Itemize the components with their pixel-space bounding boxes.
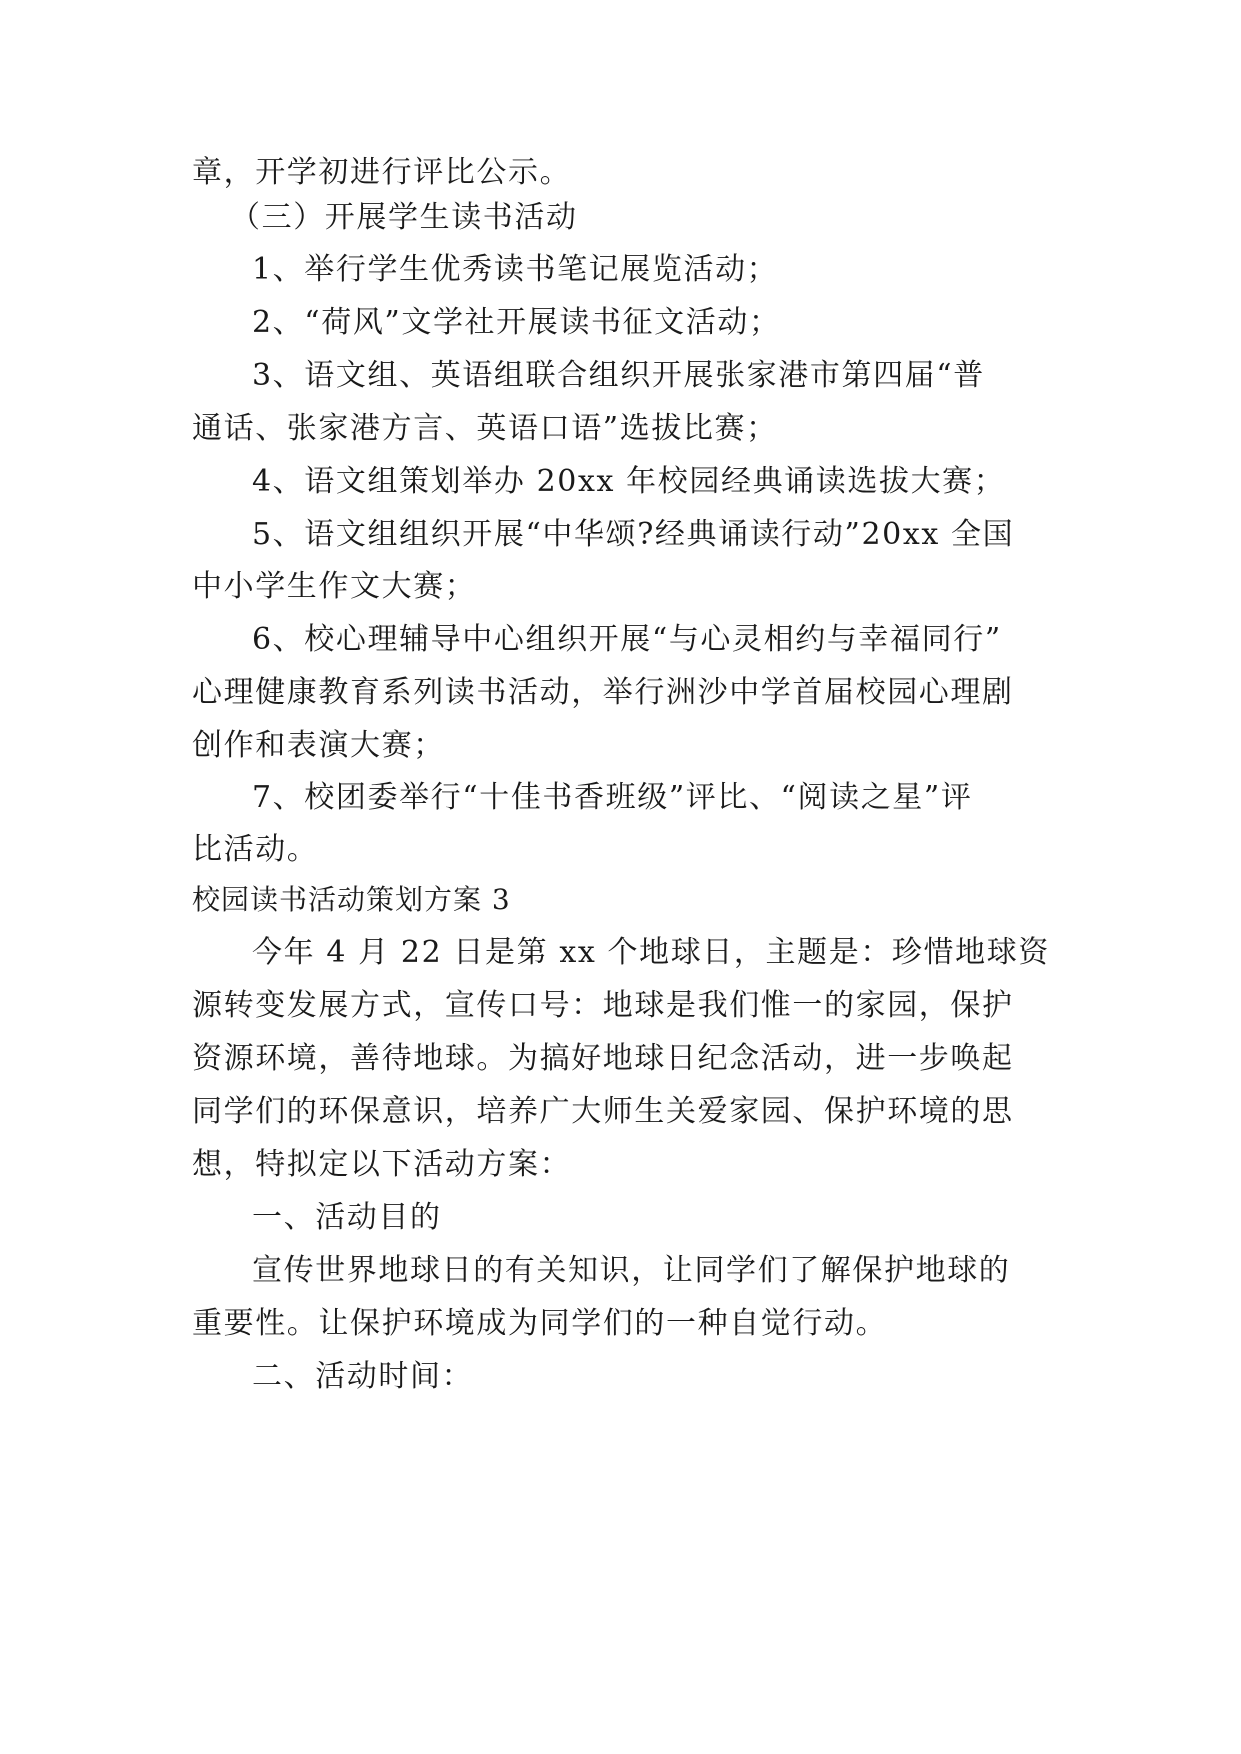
section-heading-3: （三）开展学生读书活动 bbox=[230, 200, 578, 235]
intro-paragraph: 今年 4 月 22 日是第 xx 个地球日，主题是：珍惜地球资 bbox=[252, 935, 1050, 970]
list-item-3-continued: 通话、张家港方言、英语口语”选拔比赛； bbox=[192, 411, 778, 446]
list-item-6: 6、校心理辅导中心组织开展“与心灵相约与幸福同行” bbox=[252, 622, 1002, 657]
list-item-5-continued: 中小学生作文大赛； bbox=[192, 569, 477, 604]
intro-paragraph-line-5: 想，特拟定以下活动方案： bbox=[192, 1147, 572, 1182]
document-heading: 校园读书活动策划方案 3 bbox=[192, 883, 511, 916]
section-heading-time: 二、活动时间： bbox=[252, 1359, 474, 1394]
list-item-5: 5、语文组组织开展“中华颂?经典诵读行动”20xx 全国 bbox=[252, 517, 1015, 552]
list-item-6-continued: 心理健康教育系列读书活动，举行洲沙中学首届校园心理剧 bbox=[192, 675, 1014, 710]
list-item-1: 1、举行学生优秀读书笔记展览活动； bbox=[252, 252, 779, 287]
intro-paragraph-line-2: 源转变发展方式，宣传口号：地球是我们惟一的家园，保护 bbox=[192, 988, 1014, 1023]
intro-paragraph-line-3: 资源环境，善待地球。为搞好地球日纪念活动，进一步唤起 bbox=[192, 1041, 1014, 1076]
purpose-paragraph: 宣传世界地球日的有关知识，让同学们了解保护地球的 bbox=[252, 1253, 1011, 1288]
list-item-7-continued: 比活动。 bbox=[192, 832, 319, 867]
paragraph-continuation: 章，开学初进行评比公示。 bbox=[192, 155, 572, 190]
section-heading-purpose: 一、活动目的 bbox=[252, 1200, 442, 1235]
purpose-paragraph-line-2: 重要性。让保护环境成为同学们的一种自觉行动。 bbox=[192, 1306, 888, 1341]
list-item-2: 2、“荷风”文学社开展读书征文活动； bbox=[252, 305, 781, 340]
list-item-6-continued-2: 创作和表演大赛； bbox=[192, 728, 445, 763]
list-item-4: 4、语文组策划举办 20xx 年校园经典诵读选拔大赛； bbox=[252, 464, 1006, 499]
list-item-7: 7、校团委举行“十佳书香班级”评比、“阅读之星”评 bbox=[252, 780, 973, 815]
list-item-3: 3、语文组、英语组联合组织开展张家港市第四届“普 bbox=[252, 358, 985, 393]
intro-paragraph-line-4: 同学们的环保意识，培养广大师生关爱家园、保护环境的思 bbox=[192, 1094, 1014, 1129]
